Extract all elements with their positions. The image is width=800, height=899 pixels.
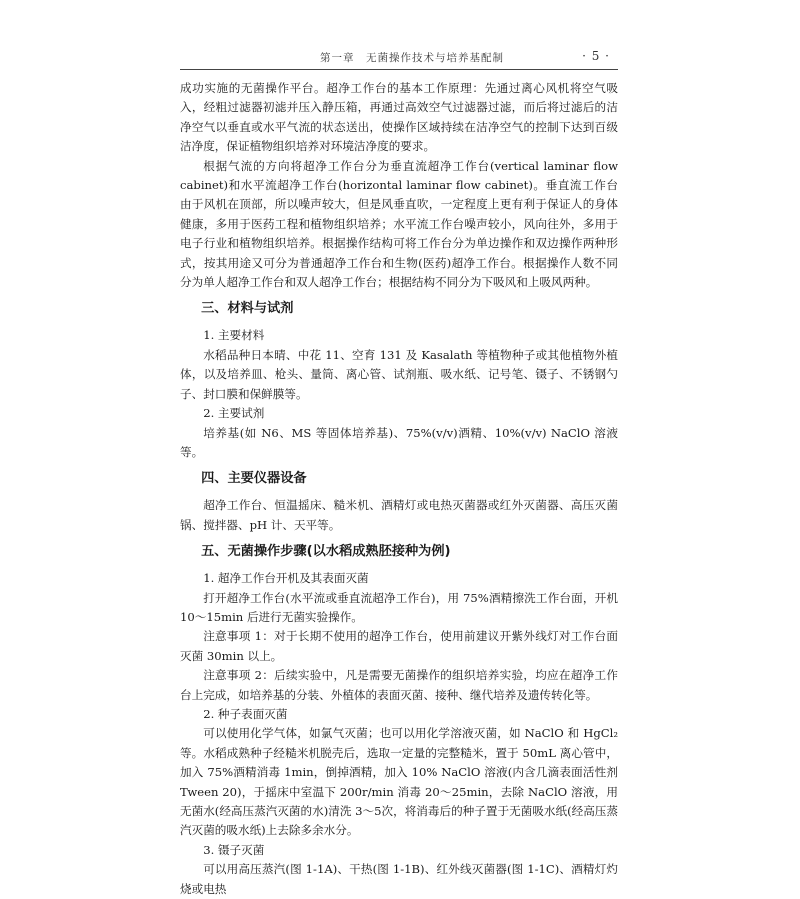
running-header	[180, 48, 618, 66]
paragraph-bench-startup: 打开超净工作台(水平流或垂直流超净工作台)，用 75%酒精擦洗工作台面，开机 10～15min 后进行无菌实验操作。	[180, 590, 618, 624]
page-number: · 5 ·	[582, 49, 610, 63]
paragraph-note-2: 注意事项 2：后续实验中，凡是需要无菌操作的组织培养实验，均应在超净工作台上完成，如培养基的分装、外植体的表面灭菌、接种、继代培养及遗传转化等。	[180, 668, 618, 702]
paragraph-note-1: 注意事项 1：对于长期不使用的超净工作台，使用前建议开紫外线灯对工作台面灭菌 30min 以上。	[180, 629, 618, 663]
paragraph-reagents: 培养基(如 N6、MS 等固体培养基)、75%(v/v)酒精、10%(v/v) NaClO 溶液等。	[180, 425, 618, 459]
paragraph-equipment: 超净工作台、恒温摇床、糙米机、酒精灯或电热灭菌器或红外灭菌器、高压灭菌锅、搅拌器、pH 计、天平等。	[180, 498, 618, 532]
paragraph-seed-sterilization: 可以使用化学气体，如氯气灭菌；也可以用化学溶液灭菌，如 NaClO 和 HgCl₂ 等。水稻成熟种子经糙米机脱壳后，选取一定量的完整糙米，置于 50mL 离心管中，加入 75%酒精消毒 1min，倒掉酒精，加入 10% NaClO 溶液(内含几滴表面活性剂 Tween 20)，于摇床中室温下 200r/min 消毒 20～25min，去除 NaClO 溶液，用无菌水(经高压蒸汽灭菌的水)清洗 3～5次，将消毒后的种子置于无菌吸水纸(经高压蒸汽灭菌的吸水纸)上去除多余水分。	[180, 726, 618, 838]
section-title-equipment: 四、主要仪器设备	[201, 471, 307, 487]
subheading-seed-sterilization: 2. 种子表面灭菌	[203, 706, 288, 721]
header-rule	[180, 69, 618, 70]
subheading-tweezer-sterilization: 3. 镊子灭菌	[203, 842, 265, 857]
page-body	[180, 79, 618, 899]
subheading-main-materials: 1. 主要材料	[203, 328, 265, 343]
chapter-title: 第一章 无菌操作技术与培养基配制	[320, 52, 504, 64]
section-title-steps: 五、无菌操作步骤(以水稻成熟胚接种为例)	[201, 544, 451, 560]
section-title-materials: 三、材料与试剂	[201, 301, 294, 317]
paragraph-continuation: 成功实施的无菌操作平台。超净工作台的基本工作原理：先通过离心风机将空气吸入，经粗过滤器初滤并压入静压箱，再通过高效空气过滤器过滤，而后将过滤后的洁净空气以垂直或水平气流的状态送出，使操作区域持续在洁净空气的控制下达到百级洁净度，保证植物组织培养对环境洁净度的要求。	[180, 81, 618, 154]
paragraph-tweezer-sterilization: 可以用高压蒸汽(图 1-1A)、干热(图 1-1B)、红外线灭菌器(图 1-1C)、酒精灯灼烧或电热	[180, 862, 618, 896]
subheading-main-reagents: 2. 主要试剂	[203, 406, 265, 421]
subheading-bench-startup: 1. 超净工作台开机及其表面灭菌	[203, 571, 369, 586]
paragraph-materials: 水稻品种日本晴、中花 11、空育 131 及 Kasalath 等植物种子或其他植物外植体，以及培养皿、枪头、量筒、离心管、试剂瓶、吸水纸、记号笔、镊子、不锈钢勺子、封口膜和保鲜膜等。	[180, 347, 618, 401]
paragraph-cabinet-types: 根据气流的方向将超净工作台分为垂直流超净工作台(vertical laminar flow cabinet)和水平流超净工作台(horizontal laminar flow cabinet)。垂直流工作台由于风机在顶部，所以噪声较大，但是风垂直吹，一定程度上更有利于保证人的身体健康，多用于医药工程和植物组织培养；水平流工作台噪声较小，风向往外，多用于电子行业和植物组织培养。根据操作结构可将工作台分为单边操作和双边操作两种形式，按其用途又可分为普通超净工作台和生物(医药)超净工作台。根据操作人数不同分为单人超净工作台和双人超净工作台；根据结构不同分为下吸风和上吸风两种。	[180, 158, 618, 290]
